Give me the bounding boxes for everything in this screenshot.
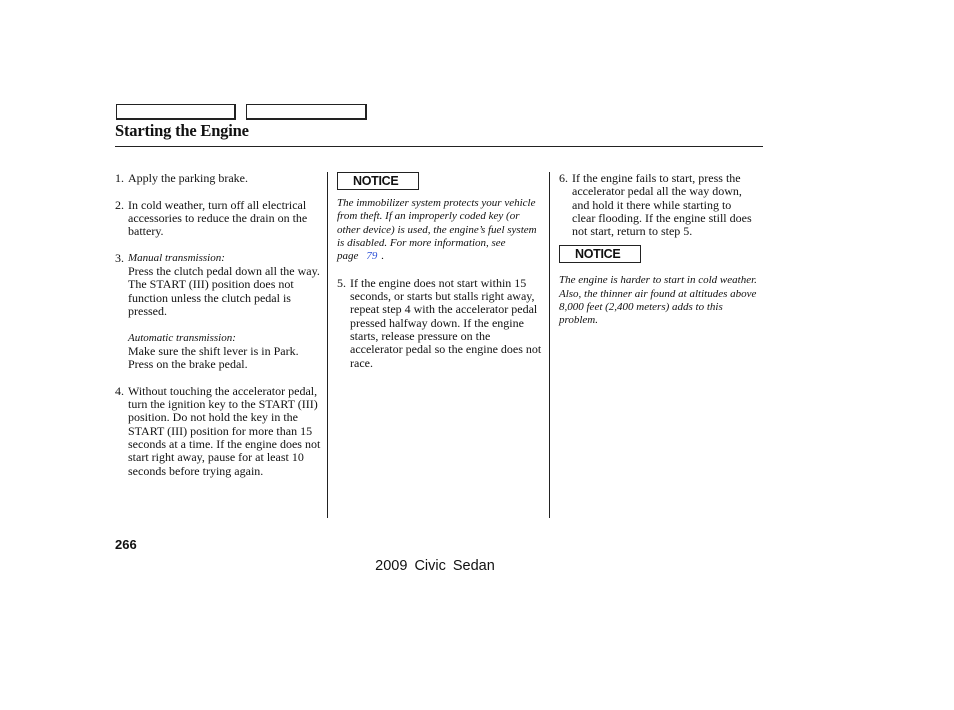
step-text: In cold weather, turn off all electrical accessories to reduce the drain on the battery. xyxy=(128,197,308,239)
notice-end: . xyxy=(381,250,385,263)
step-number: 4. xyxy=(115,383,124,398)
step-text: Apply the parking brake. xyxy=(128,171,248,185)
notice-block xyxy=(559,245,757,327)
step-text: If the engine does not start within 15 seconds, or starts but stalls right away, repeat step 4 with the accelerator pedal pressed halfway down. If the engine starts, release pressure on the accelerator pedal so the engine does not race. xyxy=(350,275,542,370)
nav-tab-main-menu[interactable] xyxy=(116,104,236,120)
step-text: Without touching the accelerator pedal, turn the ignition key to the START (III) position. Do not hold the key in the START (III) position for more than 15 seconds at a time. If the engine does not start right away, pause for at least 10 seconds before trying again. xyxy=(128,383,321,478)
notice-text xyxy=(337,197,543,263)
column-left xyxy=(115,172,321,478)
page-reference-link[interactable]: 79 xyxy=(366,250,378,263)
step-number: 3. xyxy=(115,250,124,265)
step-6 xyxy=(559,172,757,238)
step-number: 5. xyxy=(337,275,346,290)
step-2 xyxy=(115,199,321,239)
column-divider xyxy=(549,172,550,518)
step-4 xyxy=(115,385,321,478)
footer-model: 2009 Civic Sedan xyxy=(375,558,495,574)
column-middle xyxy=(337,172,543,370)
notice-badge: NOTICE xyxy=(559,245,641,263)
title-rule xyxy=(115,146,763,147)
column-divider xyxy=(327,172,328,518)
notice-badge: NOTICE xyxy=(337,172,419,190)
page-title: Starting the Engine xyxy=(115,121,249,140)
notice-body: The immobilizer system protects your vehicle from theft. If an improperly coded key (or other device) is used, the engine’s fuel system is disabled. For more information, see page xyxy=(337,197,537,263)
step-text: If the engine fails to start, press the accelerator pedal all the way down, and hold it there while starting to clear flooding. If the engine still does not start, return to step 5. xyxy=(572,171,752,239)
step-5 xyxy=(337,277,543,370)
notice-text: The engine is harder to start in cold weather. Also, the thinner air found at altitudes above 8,000 feet (2,400 meters) adds to this problem. xyxy=(559,274,757,327)
manual-transmission-text: Press the clutch pedal down all the way. The START (III) position does not function unless the clutch pedal is pressed. xyxy=(128,264,320,318)
manual-transmission-label: Manual transmission: xyxy=(128,251,225,264)
step-number: 6. xyxy=(559,171,568,185)
page-number: 266 xyxy=(115,537,137,552)
step-1 xyxy=(115,172,321,185)
step-number: 2. xyxy=(115,197,124,212)
step-number: 1. xyxy=(115,171,124,185)
nav-tab-index[interactable] xyxy=(246,104,367,120)
automatic-transmission-label: Automatic transmission: xyxy=(128,331,236,344)
step-3 xyxy=(115,252,321,372)
automatic-transmission-text: Make sure the shift lever is in Park. Press on the brake pedal. xyxy=(128,343,299,372)
column-right xyxy=(559,172,757,328)
